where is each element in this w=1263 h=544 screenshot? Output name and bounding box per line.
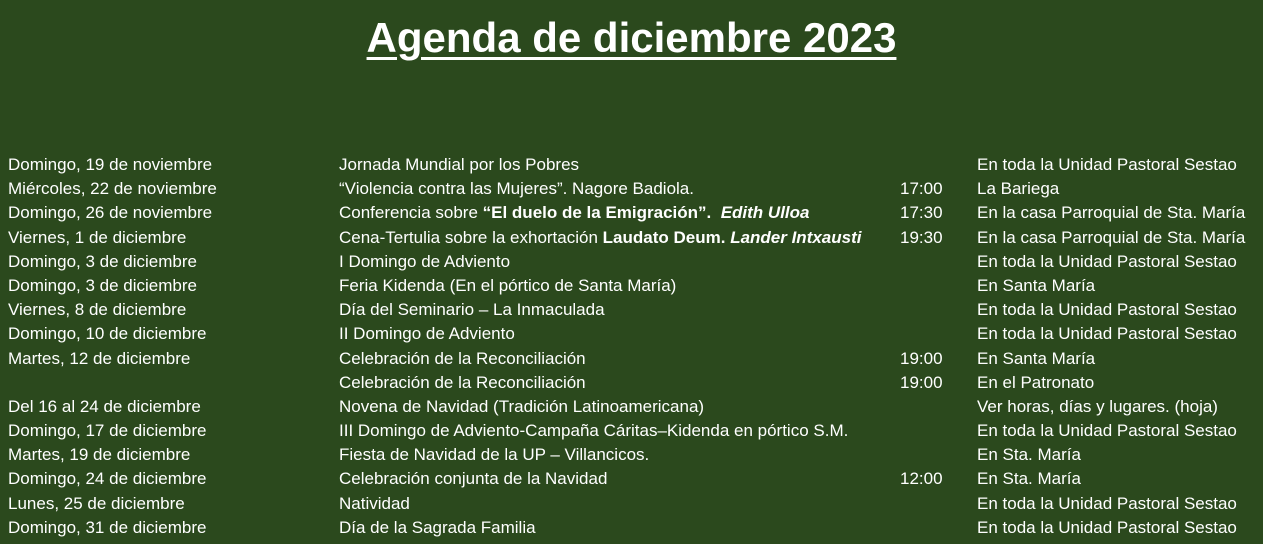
event-speaker: Edith Ulloa	[720, 203, 810, 223]
agenda-row	[0, 516, 1263, 540]
event-title: Día de la Sagrada Familia	[339, 517, 536, 537]
agenda-row	[0, 274, 1263, 298]
event-place: En el Patronato	[977, 372, 1095, 392]
agenda-row	[0, 395, 1263, 419]
event-title: I Domingo de Adviento	[339, 251, 511, 271]
event-title: Celebración de la Reconciliación	[339, 348, 586, 368]
event-place: En toda la Unidad Pastoral Sestao	[977, 251, 1237, 271]
event-date: Viernes, 1 de diciembre	[8, 227, 187, 247]
page-title-text: Agenda de diciembre 2023	[366, 14, 897, 61]
event-date: Miércoles, 22 de noviembre	[8, 179, 217, 199]
event-place: En la casa Parroquial de Sta. María	[977, 227, 1246, 247]
event-time: 19:00	[900, 372, 943, 392]
agenda-row	[0, 298, 1263, 322]
event-time: 17:00	[900, 179, 943, 199]
event-title: Celebración conjunta de la Navidad	[339, 469, 608, 489]
event-title: Día del Seminario – La Inmaculada	[339, 300, 605, 320]
event-title-prefix: Conferencia sobre	[339, 203, 483, 223]
agenda-row	[0, 226, 1263, 250]
agenda-row	[0, 250, 1263, 274]
agenda-row	[0, 201, 1263, 225]
event-place: En Sta. María	[977, 445, 1081, 465]
event-date: Lunes, 25 de diciembre	[8, 493, 185, 513]
event-title-prefix: Cena-Tertulia sobre la exhortación	[339, 227, 603, 247]
event-place: En toda la Unidad Pastoral Sestao	[977, 300, 1237, 320]
event-date: Domingo, 26 de noviembre	[8, 203, 213, 223]
event-title: Feria Kidenda (En el pórtico de Santa María)	[339, 275, 677, 295]
event-title: III Domingo de Adviento-Campaña Cáritas–Kidenda en pórtico S.M.	[339, 421, 849, 441]
event-title: Jornada Mundial por los Pobres	[339, 155, 580, 174]
event-place: Ver horas, días y lugares. (hoja)	[977, 396, 1218, 416]
event-date: Domingo, 24 de diciembre	[8, 469, 207, 489]
event-time: 19:00	[900, 348, 943, 368]
agenda-row	[0, 153, 1263, 177]
event-date: Domingo, 10 de diciembre	[8, 324, 207, 344]
agenda-row	[0, 177, 1263, 201]
event-date: Viernes, 8 de diciembre	[8, 300, 187, 320]
event-speaker: Lander Intxausti	[730, 227, 862, 247]
event-place: En Santa María	[977, 348, 1096, 368]
agenda-row	[0, 322, 1263, 346]
event-place: En toda la Unidad Pastoral Sestao	[977, 155, 1237, 174]
event-place: En toda la Unidad Pastoral Sestao	[977, 324, 1237, 344]
event-title: Natividad	[339, 493, 410, 513]
event-title: Fiesta de Navidad de la UP – Villancicos.	[339, 445, 650, 465]
event-title	[339, 201, 809, 225]
agenda-row	[0, 467, 1263, 491]
event-time: 12:00	[900, 469, 943, 489]
event-title: “Violencia contra las Mujeres”. Nagore Badiola.	[339, 179, 694, 199]
event-place: En toda la Unidad Pastoral Sestao	[977, 493, 1237, 513]
agenda-row	[0, 443, 1263, 467]
event-title: Celebración de la Reconciliación	[339, 372, 586, 392]
event-place: La Bariega	[977, 179, 1060, 199]
agenda-row	[0, 371, 1263, 395]
event-date: Domingo, 17 de diciembre	[8, 421, 207, 441]
event-date: Domingo, 3 de diciembre	[8, 275, 197, 295]
event-place: En toda la Unidad Pastoral Sestao	[977, 517, 1237, 537]
event-date: Domingo, 19 de noviembre	[8, 155, 213, 174]
event-place: En toda la Unidad Pastoral Sestao	[977, 421, 1237, 441]
event-date: Del 16 al 24 de diciembre	[8, 396, 201, 416]
page-title	[0, 10, 1263, 66]
agenda-row	[0, 419, 1263, 443]
event-title: Novena de Navidad (Tradición Latinoamericana)	[339, 396, 705, 416]
agenda-row	[0, 492, 1263, 516]
event-title	[339, 226, 862, 250]
agenda-row	[0, 347, 1263, 371]
event-place: En Santa María	[977, 275, 1096, 295]
event-place: En la casa Parroquial de Sta. María	[977, 203, 1246, 223]
event-date: Domingo, 3 de diciembre	[8, 251, 197, 271]
event-time: 19:30	[900, 227, 943, 247]
event-date: Domingo, 31 de diciembre	[8, 517, 207, 537]
agenda-table	[0, 153, 1263, 540]
event-title-bold: “El duelo de la Emigración”.	[482, 203, 712, 223]
event-date: Martes, 12 de diciembre	[8, 348, 191, 368]
event-place: En Sta. María	[977, 469, 1081, 489]
event-title-bold: Laudato Deum.	[602, 227, 726, 247]
event-time: 17:30	[900, 203, 943, 223]
event-title: II Domingo de Adviento	[339, 324, 515, 344]
event-date: Martes, 19 de diciembre	[8, 445, 191, 465]
